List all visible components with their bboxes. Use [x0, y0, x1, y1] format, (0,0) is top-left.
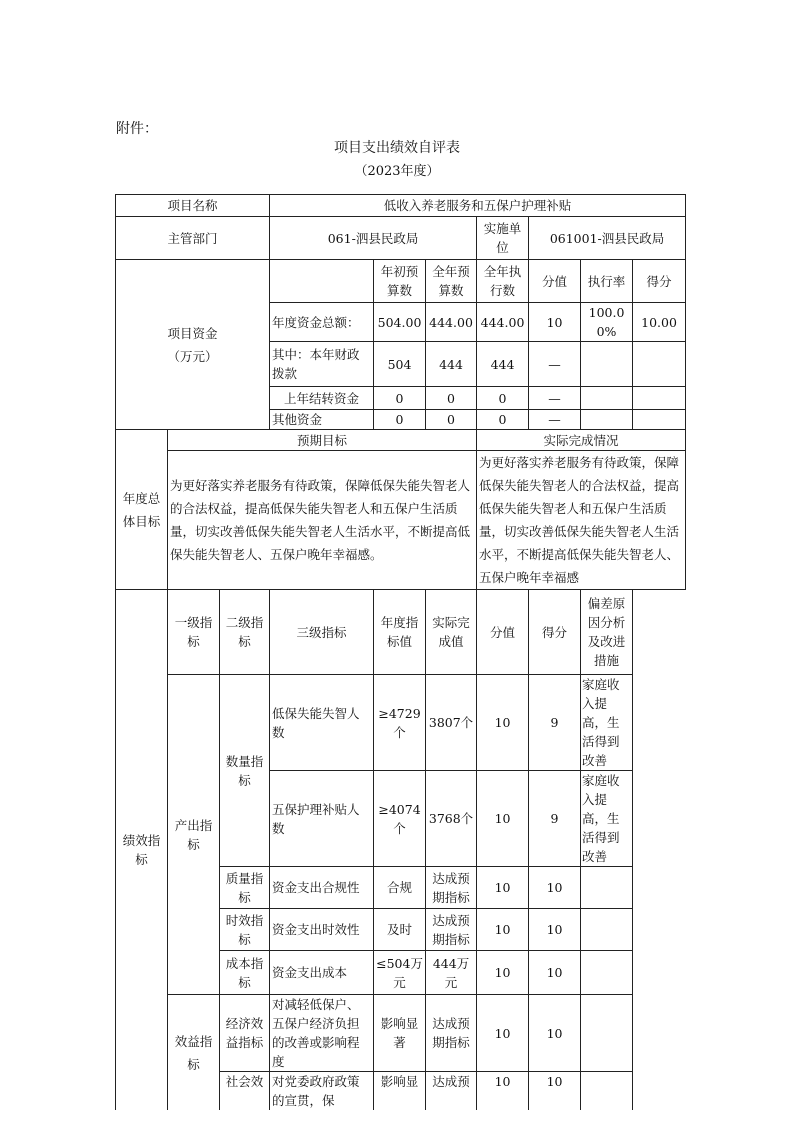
indicator-target: ≤504万元	[374, 951, 426, 995]
indicator-score: 10	[529, 995, 581, 1072]
indicator-name: 资金支出合规性	[270, 867, 374, 909]
indicator-name: 低保失能失智人数	[270, 675, 374, 771]
dept-label: 主管部门	[116, 217, 270, 260]
funds-exec-rate	[581, 342, 633, 387]
funds-row-label: 其中：本年财政拨款	[270, 342, 374, 387]
funds-annual: 0	[426, 387, 477, 410]
funds-executed: 0	[477, 410, 529, 430]
indicator-actual: 3807个	[426, 675, 477, 771]
indicator-score-value: 10	[477, 771, 529, 867]
indicator-name: 对党委政府政策的宣贯，保	[270, 1072, 374, 1111]
economic-indicator-label: 经济效益指标	[220, 995, 270, 1072]
level3-header: 三级指标	[270, 590, 374, 675]
performance-label: 绩效指标	[116, 590, 168, 1111]
funds-score-value: —	[529, 410, 581, 430]
indicator-actual: 达成预期指标	[426, 909, 477, 951]
indicator-score: 10	[529, 1072, 581, 1111]
funds-annual: 444.00	[426, 303, 477, 342]
indicator-target: 影响显	[374, 1072, 426, 1111]
funds-header-blank	[270, 260, 374, 303]
unit-value: 061001-泗县民政局	[529, 217, 686, 260]
indicator-deviation	[581, 867, 633, 909]
funds-header-annual: 全年预算数	[426, 260, 477, 303]
expected-goal-text: 为更好落实养老服务有待政策，保障低保失能失智老人的合法权益，提高低保失能失智老人和五保户生活质量，切实改善低保失能失智老人生活水平，不断提高低保失能失智老人、五保户晚年幸福感。	[168, 451, 477, 590]
quality-indicator-label: 质量指标	[220, 867, 270, 909]
funds-executed: 444	[477, 342, 529, 387]
project-name-value: 低收入养老服务和五保户护理补贴	[270, 195, 686, 217]
attachment-label: 附件：	[116, 121, 158, 137]
funds-header-score-value: 分值	[529, 260, 581, 303]
funds-score	[633, 410, 686, 430]
score-value-header: 分值	[477, 590, 529, 675]
level2-header: 二级指标	[220, 590, 270, 675]
actual-goal-text: 为更好落实养老服务有待政策，保障低保失能失智老人的合法权益，提高低保失能失智老人和五保户生活质量，切实改善低保失能失智老人生活水平，不断提高低保失能失智老人、五保户晚年幸福感	[477, 451, 686, 590]
actual-goal-header: 实际完成情况	[477, 430, 686, 451]
indicator-actual: 达成预期指标	[426, 867, 477, 909]
funds-header-executed: 全年执行数	[477, 260, 529, 303]
quantity-indicator-label: 数量指标	[220, 675, 270, 867]
funds-score	[633, 342, 686, 387]
indicator-name: 对减轻低保户、五保户经济负担的改善或影响程度	[270, 995, 374, 1072]
funds-annual: 0	[426, 410, 477, 430]
cost-indicator-label: 成本指标	[220, 951, 270, 995]
actual-header: 实际完成值	[426, 590, 477, 675]
goals-label: 年度总体目标	[116, 430, 168, 590]
unit-label: 实施单位	[477, 217, 529, 260]
benefit-indicator-label: 效益指标	[168, 995, 220, 1111]
funds-row-label: 其他资金	[270, 410, 374, 430]
funds-row-label: 上年结转资金	[270, 387, 374, 410]
indicator-score-value: 10	[477, 867, 529, 909]
indicator-deviation	[581, 951, 633, 995]
indicator-target: 及时	[374, 909, 426, 951]
funds-executed: 0	[477, 387, 529, 410]
funds-score-value: —	[529, 387, 581, 410]
indicator-actual: 444万元	[426, 951, 477, 995]
funds-initial: 0	[374, 387, 426, 410]
indicator-target: 合规	[374, 867, 426, 909]
funds-initial: 0	[374, 410, 426, 430]
indicator-score: 9	[529, 771, 581, 867]
indicator-target: ≥4729个	[374, 675, 426, 771]
project-name-label: 项目名称	[116, 195, 270, 217]
timeliness-indicator-label: 时效指标	[220, 909, 270, 951]
indicator-score-value: 10	[477, 909, 529, 951]
indicator-score-value: 10	[477, 675, 529, 771]
indicator-name: 资金支出成本	[270, 951, 374, 995]
indicator-score: 10	[529, 909, 581, 951]
funds-header-exec-rate: 执行率	[581, 260, 633, 303]
funds-score-value: —	[529, 342, 581, 387]
indicator-score-value: 10	[477, 995, 529, 1072]
funds-header-initial: 年初预算数	[374, 260, 426, 303]
level1-header: 一级指标	[168, 590, 220, 675]
funds-initial: 504.00	[374, 303, 426, 342]
indicator-deviation: 家庭收入提高，生活得到改善	[581, 675, 633, 771]
funds-annual: 444	[426, 342, 477, 387]
indicator-score: 9	[529, 675, 581, 771]
indicator-score: 10	[529, 951, 581, 995]
funds-exec-rate: 100.00%	[581, 303, 633, 342]
indicator-deviation	[581, 995, 633, 1072]
self-evaluation-table	[115, 194, 686, 1110]
funds-initial: 504	[374, 342, 426, 387]
dept-value: 061-泗县民政局	[270, 217, 477, 260]
page-title: 项目支出绩效自评表	[334, 140, 460, 156]
output-indicator-label: 产出指标	[168, 675, 220, 995]
indicator-deviation: 家庭收入提高，生活得到改善	[581, 771, 633, 867]
social-indicator-label: 社会效	[220, 1072, 270, 1111]
indicator-deviation	[581, 909, 633, 951]
funds-exec-rate	[581, 410, 633, 430]
funds-exec-rate	[581, 387, 633, 410]
indicator-name: 资金支出时效性	[270, 909, 374, 951]
deviation-header: 偏差原因分析及改进措施	[581, 590, 633, 675]
funds-score-value: 10	[529, 303, 581, 342]
year-subtitle: （2023年度）	[354, 164, 440, 179]
funds-label: 项目资金 （万元）	[116, 260, 270, 430]
indicator-score-value: 10	[477, 951, 529, 995]
funds-header-score: 得分	[633, 260, 686, 303]
funds-score: 10.00	[633, 303, 686, 342]
indicator-actual: 3768个	[426, 771, 477, 867]
indicator-score: 10	[529, 867, 581, 909]
indicator-actual: 达成预期指标	[426, 995, 477, 1072]
indicator-score-value: 10	[477, 1072, 529, 1111]
funds-score	[633, 387, 686, 410]
funds-executed: 444.00	[477, 303, 529, 342]
indicator-target: ≥4074个	[374, 771, 426, 867]
target-header: 年度指标值	[374, 590, 426, 675]
indicator-actual: 达成预	[426, 1072, 477, 1111]
indicator-target: 影响显著	[374, 995, 426, 1072]
funds-row-label: 年度资金总额：	[270, 303, 374, 342]
expected-goal-header: 预期目标	[168, 430, 477, 451]
indicator-name: 五保护理补贴人数	[270, 771, 374, 867]
indicator-deviation	[581, 1072, 633, 1111]
score-header: 得分	[529, 590, 581, 675]
